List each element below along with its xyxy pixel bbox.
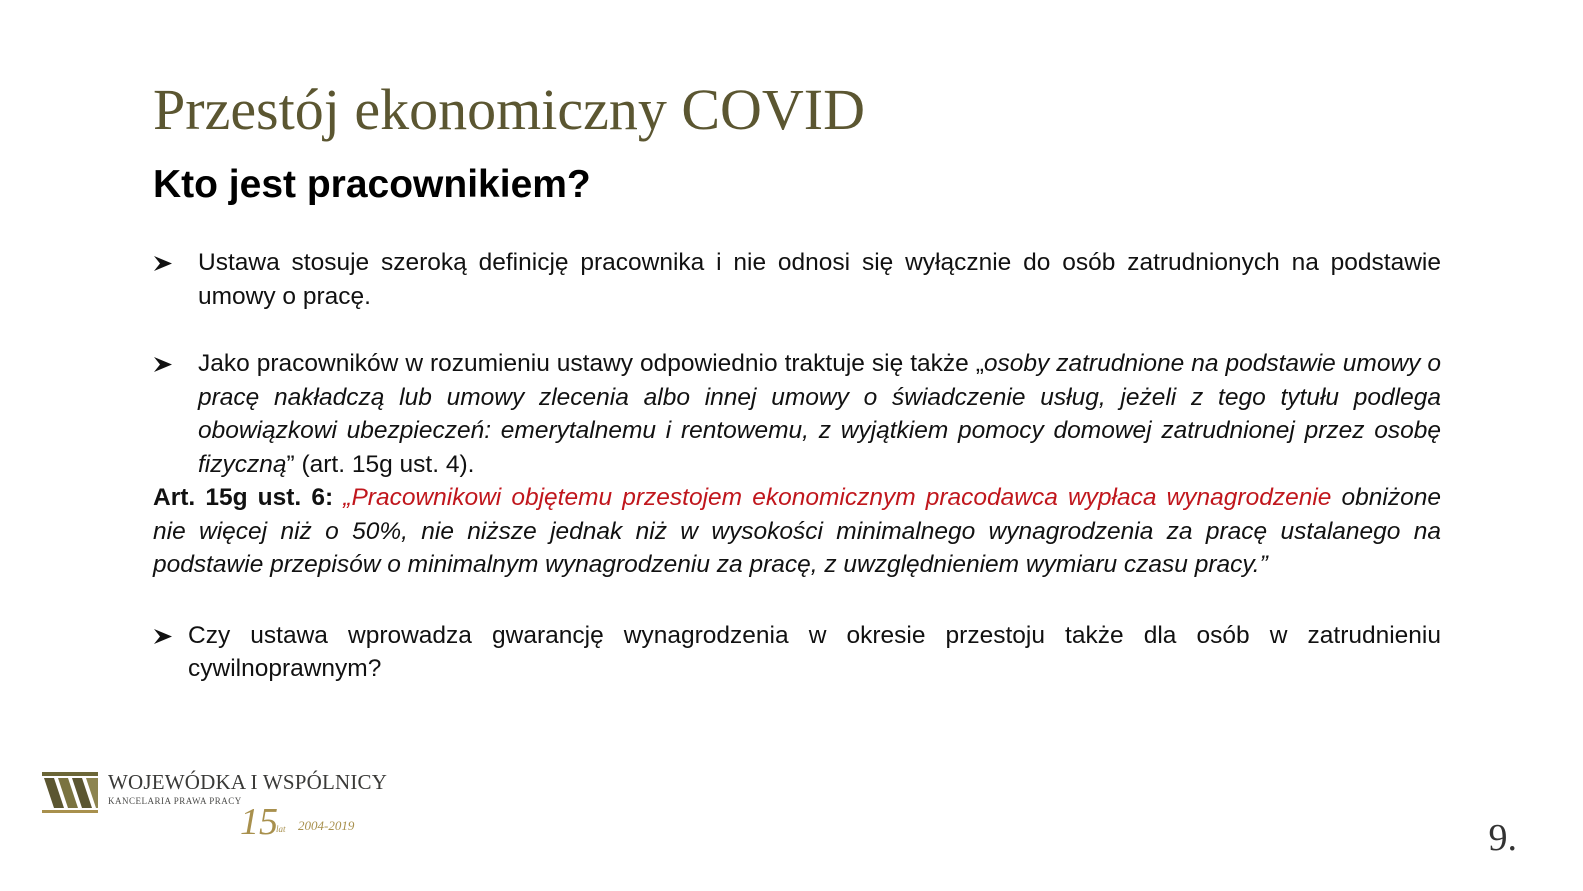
article-quote [153, 481, 1441, 582]
arrowhead-bullet-icon [153, 356, 173, 373]
slide-content [153, 246, 1441, 686]
logo-tagline: KANCELARIA PRAWA PRACY [108, 796, 242, 806]
article-label: Art. 15g ust. 6: [153, 484, 344, 511]
article-quote-highlight: „Pracownikowi objętemu przestojem ekonomicznym pracodawca wypłaca wynagrodzenie [343, 484, 1332, 511]
bullet-item-1 [153, 246, 1441, 313]
bullet-text: Czy ustawa wprowadza gwarancję wynagrodzenia w okresie przestoju także dla osób w zatrudnieniu cywilnoprawnym? [188, 621, 1441, 682]
bullet-item-2 [153, 347, 1441, 481]
logo-mark-icon [40, 768, 100, 814]
logo-anniversary-unit: lat [276, 824, 286, 834]
article-quote-rest: obniżone nie więcej niż o 50%, nie niższe jednak niż w wysokości minimalnego wynagrodzenia za pracę ustalanego na podstawie przepisów o minimalnym wynagrodzeniu za pracę, z uwzględnieniem wymiaru czasu pracy.” [153, 484, 1441, 578]
arrowhead-bullet-icon [153, 628, 173, 645]
arrowhead-bullet-icon [153, 255, 173, 272]
bullet-text-reference: ” (art. 15g ust. 4). [286, 450, 475, 478]
logo-years: 2004-2019 [298, 818, 355, 833]
bullet-text-quote: osoby zatrudnione na podstawie umowy o pracę nakładczą lub umowy zlecenia albo innej umowy o świadczenie usług, jeżeli z tego tytułu podlega obowiązkowi ubezpieczeń: emerytalnemu i rentowemu, z wyjątkiem pomocy domowej zatrudnionej przez osobę fizyczną [198, 350, 1441, 478]
bullet-item-3 [153, 619, 1441, 686]
bullet-text: Ustawa stosuje szeroką definicję pracownika i nie odnosi się wyłącznie do osób zatrudnionych na podstawie umowy o pracę. [198, 249, 1441, 310]
slide-subtitle: Kto jest pracownikiem? [153, 163, 591, 206]
company-logo [40, 768, 388, 843]
logo-anniversary: 15 [240, 801, 278, 843]
slide-title: Przestój ekonomiczny COVID [153, 77, 865, 142]
page-number: 9. [1488, 817, 1517, 859]
bullet-text-lead: Jako pracowników w rozumieniu ustawy odpowiednio traktuje się także „ [198, 350, 984, 377]
logo-brand-name: WOJEWÓDKA I WSPÓLNICY [108, 770, 388, 794]
